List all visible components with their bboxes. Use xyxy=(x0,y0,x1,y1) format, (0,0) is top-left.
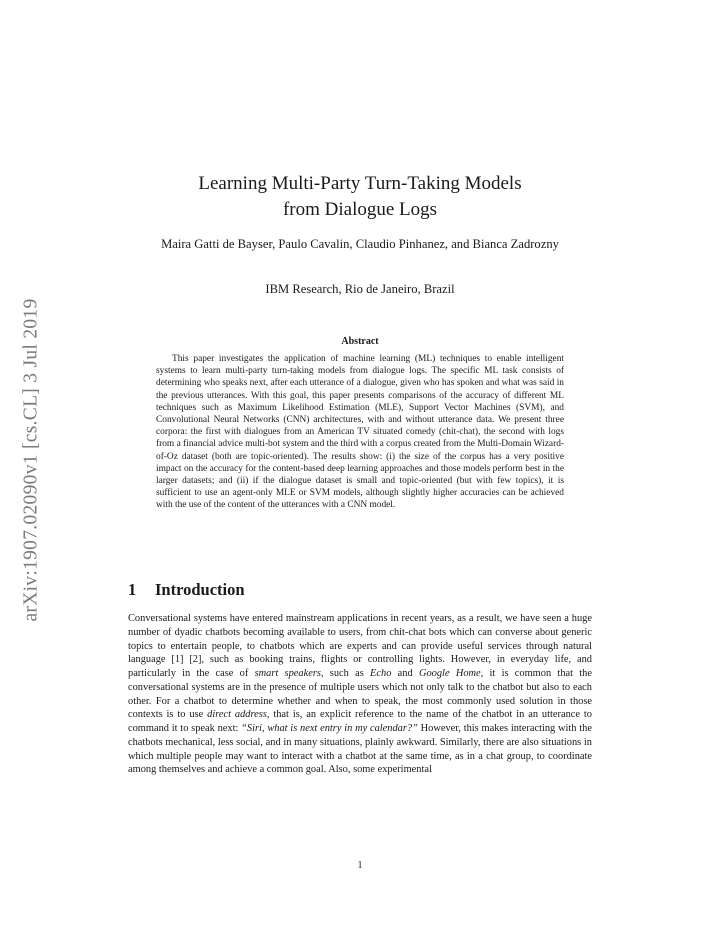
intro-emphasis-google-home: Google Home xyxy=(418,668,481,679)
title-line-1: Learning Multi-Party Turn-Taking Models xyxy=(198,173,522,194)
paper-title xyxy=(128,171,592,223)
arxiv-sidebar xyxy=(15,265,49,655)
intro-emphasis-smart-speakers: smart speakers xyxy=(254,668,321,679)
intro-text-2: , such as xyxy=(320,668,371,679)
title-line-2: from Dialogue Logs xyxy=(282,199,438,220)
intro-text-5: , that is, an explicit reference to the name of the chatbot in an utterance to command it to speak next: xyxy=(128,709,592,734)
abstract-heading: Abstract xyxy=(341,336,379,347)
section-title: Introduction xyxy=(155,580,245,599)
abstract-text: This paper investigates the application of machine learning (ML) techniques to enable intelligent systems to learn multi-party turn-taking models from dialogue logs. The specific ML task consists of determining who speaks next, after each utterance of a dialogue, given who has spoken and what was said in the previous utterances. With this goal, this paper presents comparisons of the accuracy of different ML techniques such as Maximum Likelihood Estimation (MLE), Support Vector Machines (SVM), and Convolutional Neural Networks (CNN) architectures, with and without utterance data. We present three corpora: the first with dialogues from an American TV situated comedy (chit-chat), the second with logs from a financial advice multi-bot system and the third with a corpus created from the Multi-Domain Wizard-of-Oz dataset (both are topic-oriented). The results show: (i) the size of the corpus has a very positive impact on the accuracy for the content-based deep learning approaches and those models perform best in the larger datasets; and (ii) if the dialogue dataset is small and topic-oriented (but with few topics), it is sufficient to use an agent-only MLE or SVM models, although slightly higher accuracies can be achieved with the use of the content of the utterances with a CNN model. xyxy=(156,354,564,511)
paper-affiliation: IBM Research, Rio de Janeiro, Brazil xyxy=(265,282,455,296)
intro-emphasis-siri-quote: “Siri, what is next entry in my calendar?” xyxy=(241,723,418,734)
intro-emphasis-echo: Echo xyxy=(370,668,392,679)
intro-text-6: However, this makes interacting with the chatbots mechanical, less social, and in many situations, plainly awkward. Similarly, there are also situations in which multiple people may want to interact with a chatbot at the same time, as in a chat group, to coordinate among themselves and achieve a common goal. Also, some experimental xyxy=(128,723,592,776)
intro-emphasis-direct-address: direct address xyxy=(207,709,267,721)
page-number: 1 xyxy=(357,860,363,871)
intro-text-4: , it is common that the conversational systems are in the presence of multiple users which not only talk to the chatbot but also to each other. For a chatbot to determine whether and when to speak, the most commonly used solution in those contexts is to use xyxy=(128,668,592,721)
paper-authors: Maira Gatti de Bayser, Paulo Cavalin, Claudio Pinhanez, and Bianca Zadrozny xyxy=(161,237,559,251)
intro-text-1: Conversational systems have entered mainstream applications in recent years, as a result, we have seen a huge number of dyadic chatbots becoming available to users, from chit-chat bots which can converse about generic topics to entertain people, to chatbots which are experts and can provide useful services through natural language [1] [2], such as booking trains, flights or controlling lights. However, in everyday life, and particularly in the case of xyxy=(128,613,592,679)
section-number: 1 xyxy=(128,580,137,599)
introduction-paragraph xyxy=(128,612,592,777)
section-heading-introduction xyxy=(128,580,592,600)
arxiv-identifier: arXiv:1907.02090v1 [cs.CL] 3 Jul 2019 xyxy=(21,298,43,622)
intro-text-3: and xyxy=(391,668,419,679)
